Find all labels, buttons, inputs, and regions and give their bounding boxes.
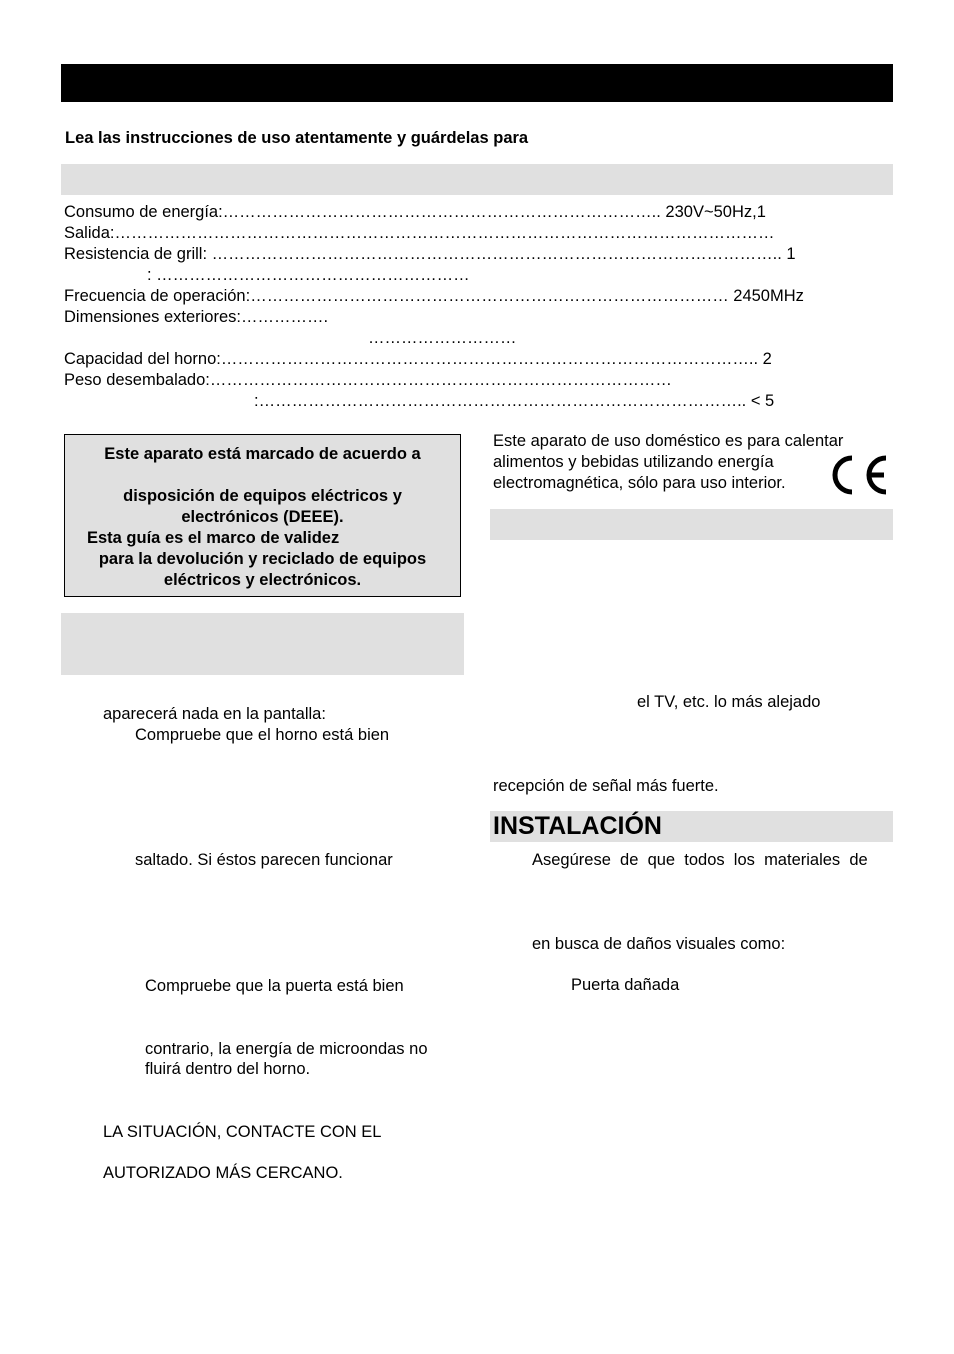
spec-grill: Resistencia de grill: ………………………………………………………………………………………….. 1 [64, 245, 796, 263]
spec-section-heading [61, 164, 893, 195]
spec-last: :…………………………………………………………………………….. < 5 [254, 392, 775, 410]
intended-use-text [493, 431, 843, 494]
situation-text: LA SITUACIÓN, CONTACTE CON EL [103, 1123, 382, 1141]
spec-blank: : ………………………………………………… [147, 266, 470, 284]
installation-heading: INSTALACIÓN [490, 811, 893, 842]
damage-text: en busca de daños visuales como: [532, 935, 786, 953]
spec-dimensiones: Dimensiones exteriores:……………. [64, 308, 329, 326]
right-section-heading [490, 509, 893, 540]
spec-capacidad: Capacidad del horno:…………………………………………………………………………………….. 2 [64, 350, 772, 368]
use-line: Este aparato de uso doméstico es para calentar [493, 432, 844, 450]
check-oven-text: Compruebe que el horno está bien [135, 726, 390, 744]
screen-text: aparecerá nada en la pantalla: [103, 705, 326, 723]
weee-line: Esta guía es el marco de validez [87, 529, 340, 547]
left-section-heading [61, 613, 464, 675]
header-bar [61, 64, 893, 102]
tv-text: el TV, etc. lo más alejado [637, 693, 821, 711]
check-door-text: Compruebe que la puerta está bien [145, 977, 404, 995]
weee-line: electrónicos (DEEE). [181, 508, 344, 526]
signal-text: recepción de señal más fuerte. [493, 777, 719, 795]
spec-frecuencia: Frecuencia de operación:…………………………………………………………………………… 2450MHz [64, 287, 804, 305]
intro-text: Lea las instrucciones de uso atentamente y guárdelas para [65, 129, 529, 147]
fuses-text: saltado. Si éstos parecen funcionar [135, 851, 393, 869]
weee-blank-line [65, 465, 460, 486]
weee-line: eléctricos y electrónicos. [163, 571, 362, 589]
door-damaged-text: Puerta dañada [571, 976, 680, 994]
flow-text: fluirá dentro del horno. [145, 1060, 311, 1078]
materials-text: Asegúrese de que todos los materiales de [532, 851, 868, 869]
ce-mark-icon [826, 451, 890, 499]
spec-peso: Peso desembalado:………………………………………………………………………… [64, 371, 672, 389]
weee-line: disposición de equipos eléctricos y [123, 487, 402, 505]
weee-line: para la devolución y reciclado de equipos [98, 550, 427, 568]
weee-line: Este aparato está marcado de acuerdo a [104, 445, 421, 463]
spec-list [64, 202, 894, 412]
otherwise-text: contrario, la energía de microondas no [145, 1040, 428, 1058]
spec-dimensiones-cont: ……………………… [368, 329, 517, 347]
nearest-text: AUTORIZADO MÁS CERCANO. [103, 1164, 343, 1182]
weee-notice-box [64, 434, 461, 597]
spec-consumo: Consumo de energía:…………………………………………………………………….. 230V~50Hz,1 [64, 203, 766, 221]
spec-salida: Salida:………………………………………………………………………………………………………… [64, 224, 775, 242]
use-line: alimentos y bebidas utilizando energía [493, 453, 774, 471]
use-line: electromagnética, sólo para uso interior. [493, 474, 786, 492]
